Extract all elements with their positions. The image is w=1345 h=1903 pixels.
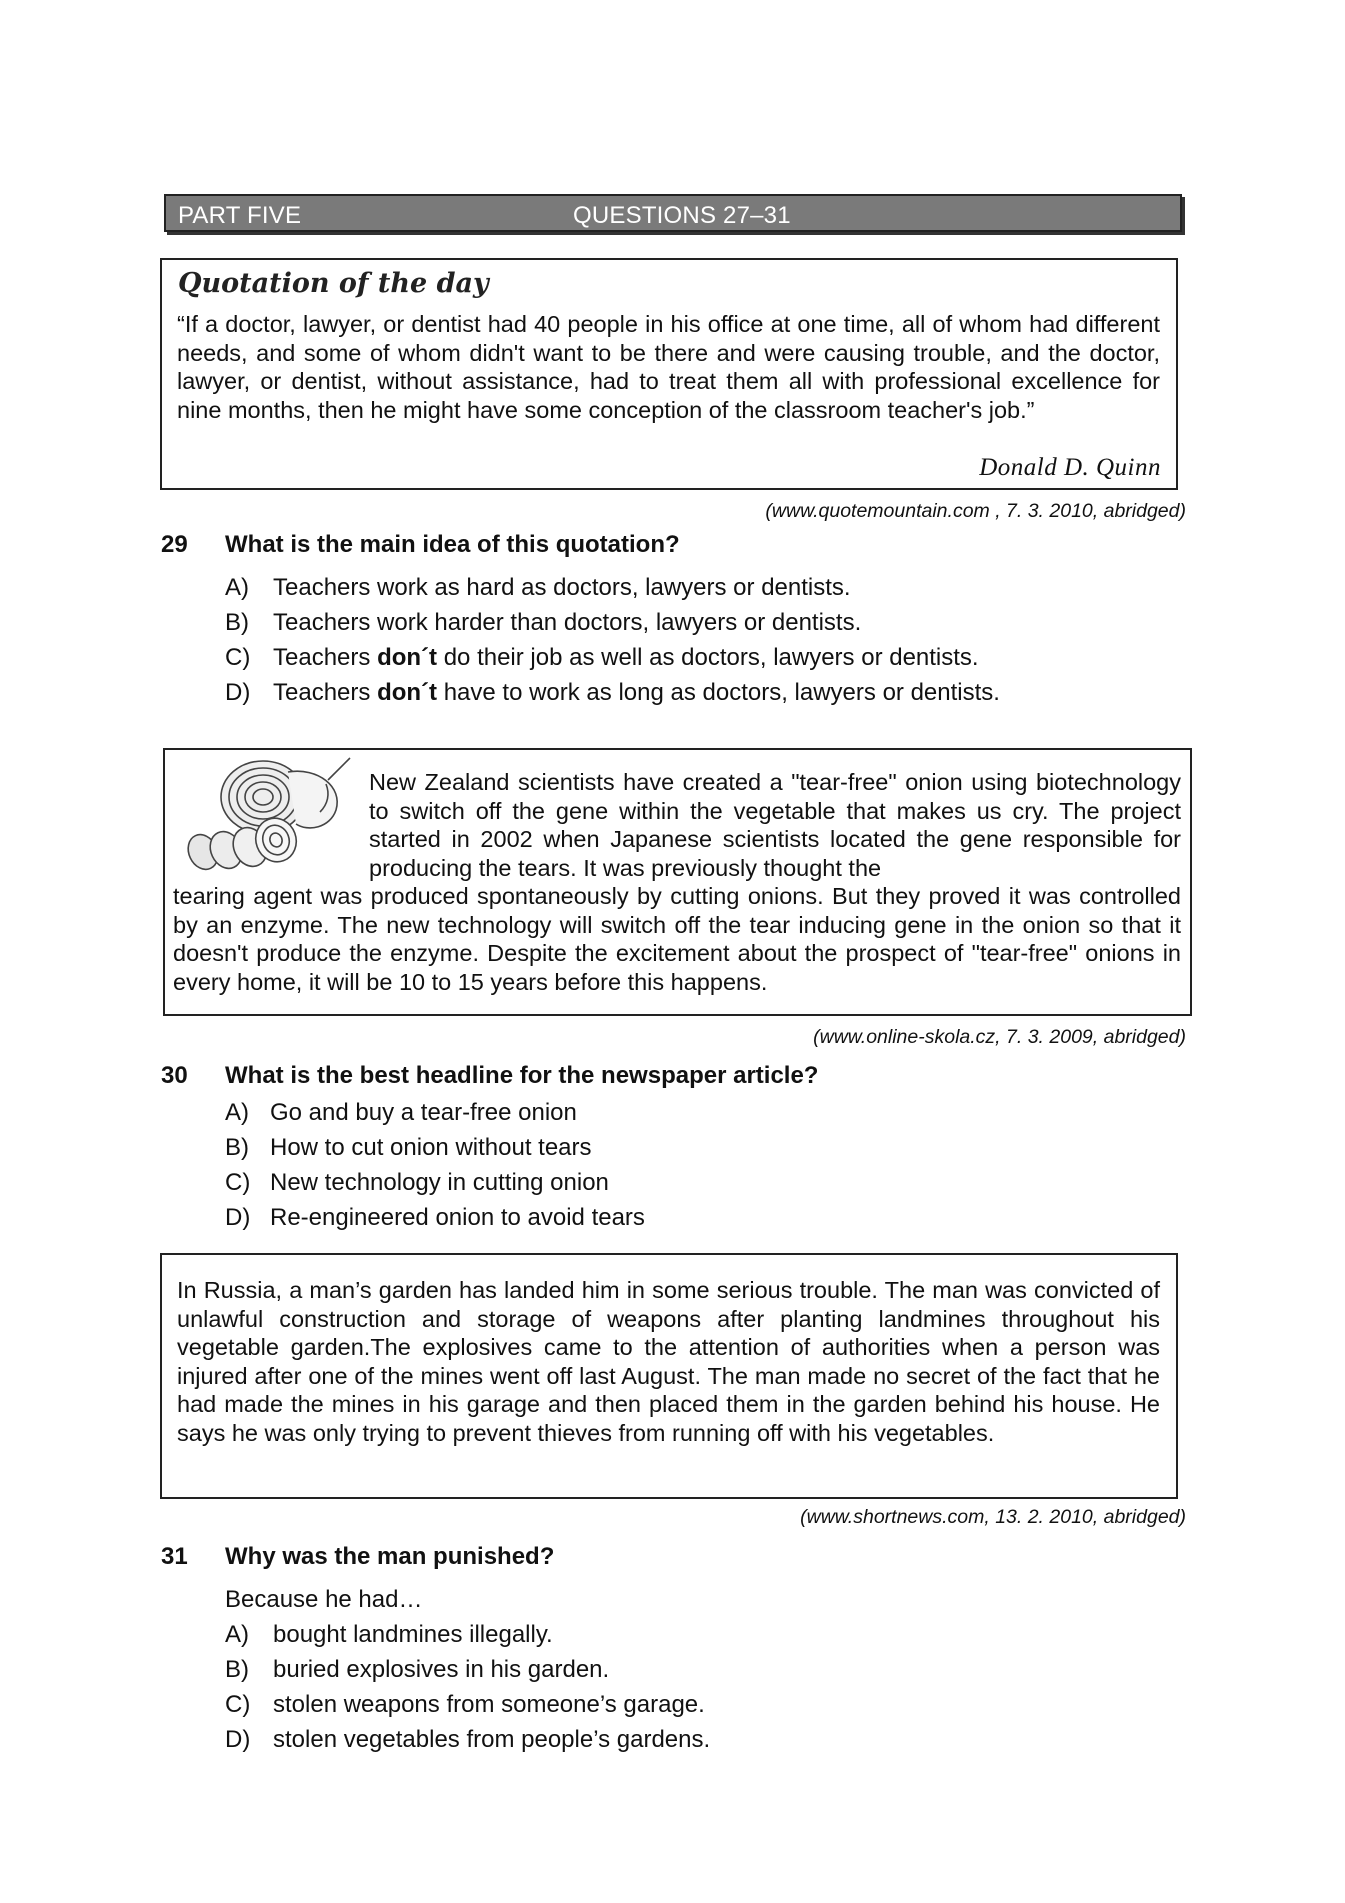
option-letter: B) (225, 1134, 249, 1161)
option-text: Teachers (273, 679, 378, 706)
q29-option-a[interactable] (225, 574, 851, 602)
option-emphasis: don´t (377, 679, 438, 706)
q31-option-a[interactable] (225, 1621, 553, 1649)
option-text: do their job as well as doctors, lawyers or dentists. (437, 644, 979, 671)
quotation-author: Donald D. Quinn (979, 454, 1161, 481)
russia-article-text: In Russia, a man’s garden has landed him in some serious trouble. The man was convicted of unlawful construction and storage of weapons after planting landmines throughout his vegetable garden.The explosives came to the attention of authorities when a person was injured after one of the mines went off last August. The man made no secret of the fact that he had made the mines in his garage and then placed them in the garden behind his house. He says he was only trying to prevent thieves from running off with his vegetables. (177, 1277, 1160, 1446)
quotation-source: (www.quotemountain.com , 7. 3. 2010, abridged) (765, 500, 1186, 522)
questions-range: QUESTIONS 27–31 (573, 202, 791, 229)
option-emphasis: don´t (377, 644, 438, 671)
option-text: Re-engineered onion to avoid tears (270, 1204, 645, 1231)
option-text: buried explosives in his garden. (273, 1656, 610, 1683)
option-text: stolen vegetables from people’s gardens. (273, 1726, 711, 1753)
q29-option-d[interactable] (225, 679, 1000, 707)
question-31-text: Why was the man punished? (225, 1543, 555, 1570)
option-letter: D) (225, 1204, 251, 1231)
option-text: How to cut onion without tears (270, 1134, 592, 1161)
option-text: Teachers work as hard as doctors, lawyers or dentists. (273, 574, 851, 601)
option-letter: B) (225, 609, 249, 636)
q31-option-c[interactable] (225, 1691, 705, 1719)
question-29-number: 29 (161, 531, 188, 558)
question-31-number: 31 (161, 1543, 188, 1570)
option-text: Teachers work harder than doctors, lawyers or dentists. (273, 609, 862, 636)
quotation-title: Quotation of the day (178, 268, 489, 299)
option-text: Teachers (273, 644, 378, 671)
question-30-text: What is the best headline for the newspaper article? (225, 1062, 819, 1089)
option-text: stolen weapons from someone’s garage. (273, 1691, 705, 1718)
option-text: New technology in cutting onion (270, 1169, 609, 1196)
option-text: bought landmines illegally. (273, 1621, 553, 1648)
question-29-text: What is the main idea of this quotation? (225, 531, 680, 558)
q30-option-a[interactable] (225, 1099, 577, 1127)
russia-source: (www.shortnews.com, 13. 2. 2010, abridged) (800, 1506, 1186, 1528)
question-31-stem: Because he had… (225, 1586, 423, 1613)
option-letter: A) (225, 574, 249, 601)
q29-option-b[interactable] (225, 609, 861, 637)
option-letter: C) (225, 644, 251, 671)
onion-article-lead: New Zealand scientists have created a "tear-free" onion using biotechnology to switch off the gene within the vegetable that makes us cry. The project started in 2002 when Japanese scientists located the gene responsible for producing the tears. It was previously thought the (369, 769, 1181, 881)
q30-option-b[interactable] (225, 1134, 592, 1162)
option-text: have to work as long as doctors, lawyers or dentists. (437, 679, 1000, 706)
quotation-text: “If a doctor, lawyer, or dentist had 40 people in his office at one time, all of whom had different needs, and some of whom didn't want to be there and were causing trouble, and the doctor, lawyer, or dentist, without assistance, had to treat them all with professional excellence for nine months, then he might have some conception of the classroom teacher's job.” (177, 311, 1160, 423)
option-text: Go and buy a tear-free onion (270, 1099, 577, 1126)
q30-option-c[interactable] (225, 1169, 609, 1197)
option-letter: C) (225, 1169, 251, 1196)
option-letter: D) (225, 1726, 251, 1753)
q31-option-d[interactable] (225, 1726, 710, 1754)
onion-source: (www.online-skola.cz, 7. 3. 2009, abridged) (813, 1026, 1186, 1048)
option-letter: D) (225, 679, 251, 706)
option-letter: A) (225, 1099, 249, 1126)
option-letter: A) (225, 1621, 249, 1648)
q31-option-b[interactable] (225, 1656, 609, 1684)
section-header-bar (164, 194, 1182, 232)
onion-icon (178, 752, 358, 877)
q29-option-c[interactable] (225, 644, 979, 672)
q30-option-d[interactable] (225, 1204, 645, 1232)
option-letter: C) (225, 1691, 251, 1718)
question-30-number: 30 (161, 1062, 188, 1089)
onion-article-text: tearing agent was produced spontaneously by cutting onions. But they proved it was controlled by an enzyme. The new technology will switch off the tear inducing gene in the onion so that it doesn't produce the enzyme. Despite the excitement about the prospect of "tear-free" onions in every home, it will be 10 to 15 years before this happens. (173, 883, 1181, 995)
option-letter: B) (225, 1656, 249, 1683)
part-label: PART FIVE (178, 202, 302, 229)
